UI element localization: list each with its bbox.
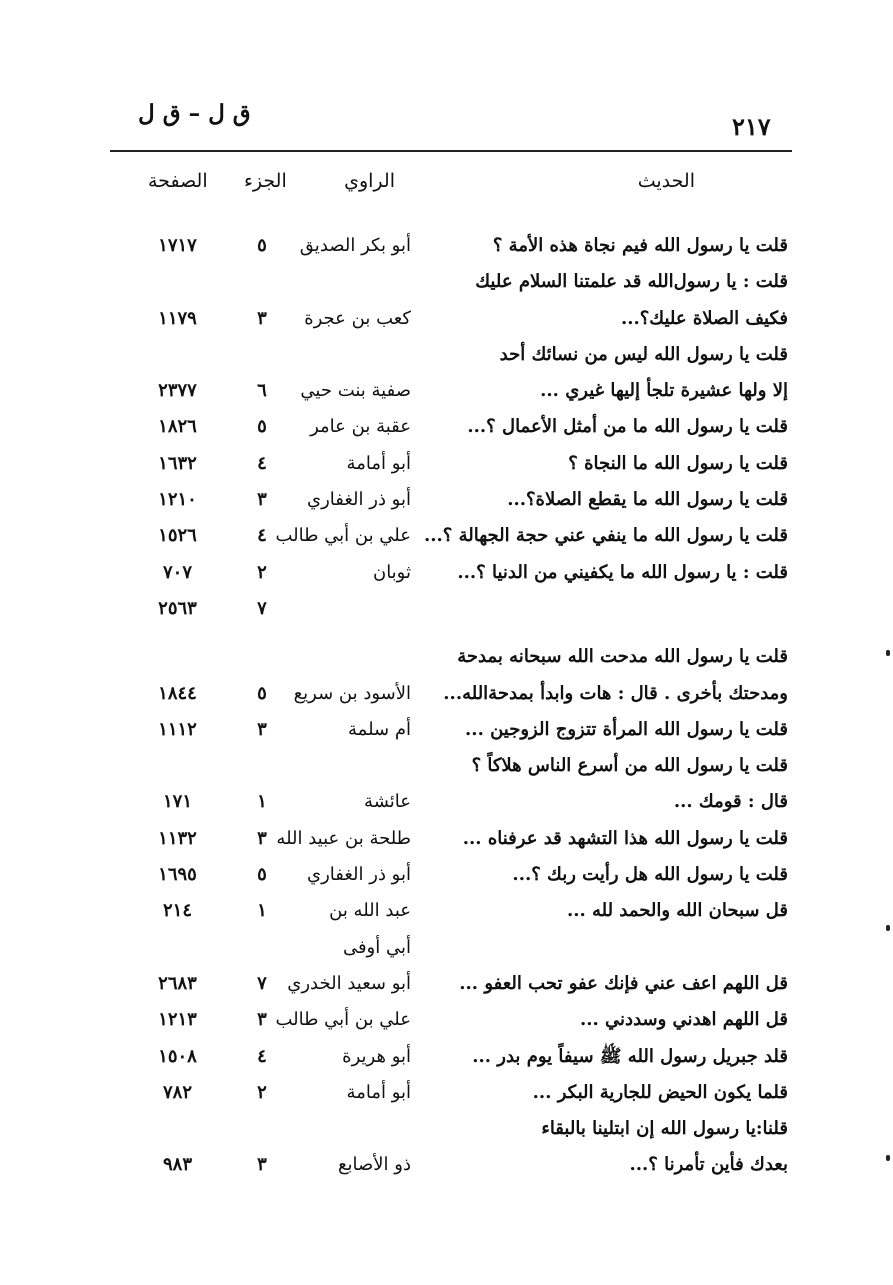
page-reference: ٢٥٦٣ xyxy=(158,597,197,619)
page-reference: ١٧١ xyxy=(162,791,192,813)
scan-edge-mark xyxy=(886,925,890,931)
table-row xyxy=(0,676,893,712)
table-row xyxy=(0,1039,893,1075)
page-reference: ١٥٢٦ xyxy=(158,525,197,547)
narrator-name: أبو بكر الصديق xyxy=(299,235,411,256)
hadith-text: بعدك فأين تأمرنا ؟... xyxy=(629,1154,788,1176)
narrator-name: أبو سعيد الخدري xyxy=(287,972,411,994)
narrator-name: أبو أمامة xyxy=(346,1081,411,1103)
page-reference: ١٨٢٦ xyxy=(158,416,197,438)
volume-number: ٣ xyxy=(257,1154,267,1176)
hadith-text: قلت يا رسول الله فيم نجاة هذه الأمة ؟ xyxy=(492,235,788,256)
table-row xyxy=(0,1111,893,1147)
volume-number: ٢ xyxy=(257,1081,267,1103)
table-row xyxy=(0,821,893,857)
table-row xyxy=(0,337,893,373)
table-row xyxy=(0,264,893,300)
volume-number: ٢ xyxy=(257,561,267,583)
page-reference: ٩٨٣ xyxy=(162,1154,192,1176)
volume-number: ٥ xyxy=(257,416,267,438)
table-row xyxy=(0,555,893,591)
table-row xyxy=(0,748,893,784)
hadith-text: قلت يا رسول الله هذا التشهد قد عرفناه ... xyxy=(462,827,788,849)
hadith-text: قلت يا رسول الله مدحت الله سبحانه بمدحة xyxy=(457,646,788,668)
table-row xyxy=(0,1147,893,1183)
hadith-text: قلت يا رسول الله ما النجاة ؟ xyxy=(568,452,788,474)
table-row xyxy=(0,446,893,482)
column-header-rawi: الراوي xyxy=(344,170,395,192)
volume-number: ٣ xyxy=(257,718,267,740)
narrator-name: عائشة xyxy=(364,791,411,813)
hadith-text: قلت يا رسول الله ما من أمثل الأعمال ؟... xyxy=(467,416,788,438)
narrator-name: أبي أوفى xyxy=(342,936,411,958)
column-header-page: الصفحة xyxy=(148,170,208,192)
page-reference: ١٢١٣ xyxy=(158,1009,197,1031)
table-row xyxy=(0,409,893,445)
volume-number: ٥ xyxy=(257,682,267,704)
volume-number: ٣ xyxy=(257,1009,267,1031)
volume-number: ٧ xyxy=(257,972,267,994)
hadith-text: قلت يا رسول الله ما ينفي عني حجة الجهالة ؟... xyxy=(424,525,788,547)
page-reference: ١٨٤٤ xyxy=(158,682,197,704)
volume-number: ٤ xyxy=(257,1045,267,1067)
hadith-text: قلد جبريل رسول الله ﷺ سيفاً يوم بدر ... xyxy=(472,1045,788,1067)
column-header-hadith: الحديث xyxy=(637,170,695,192)
hadith-text: قلت يا رسول الله ليس من نسائك أحد xyxy=(499,343,788,365)
hadith-text: قل اللهم اهدني وسددني ... xyxy=(579,1009,788,1031)
page-reference: ١٦٣٢ xyxy=(158,452,197,474)
table-row xyxy=(0,373,893,409)
narrator-name: أبو ذر الغفاري xyxy=(306,489,411,511)
hadith-text: قل اللهم اعف عني فإنك عفو تحب العفو ... xyxy=(459,972,788,994)
page-reference: ٧٠٧ xyxy=(162,561,192,583)
page-reference: ١١١٢ xyxy=(158,718,197,740)
hadith-text: قلت يا رسول الله من أسرع الناس هلاكاً ؟ xyxy=(471,755,788,777)
narrator-name: ثوبان xyxy=(372,561,411,583)
volume-number: ٣ xyxy=(257,489,267,511)
volume-number: ٤ xyxy=(257,452,267,474)
narrator-name: علي بن أبي طالب xyxy=(275,1009,411,1031)
hadith-text: قلنا:يا رسول الله إن ابتلينا بالبقاء xyxy=(541,1118,788,1140)
narrator-name: علي بن أبي طالب xyxy=(275,525,411,547)
hadith-text: قل سبحان الله والحمد لله ... xyxy=(566,900,788,922)
table-row xyxy=(0,518,893,554)
narrator-name: أم سلمة xyxy=(348,718,411,740)
page-reference: ١٢١٠ xyxy=(158,489,197,511)
narrator-name: أبو ذر الغفاري xyxy=(306,864,411,886)
page-reference: ١١٧٩ xyxy=(158,307,197,329)
running-header-root: ق ل – ق ل xyxy=(138,100,251,127)
volume-number: ٣ xyxy=(257,827,267,849)
narrator-name: كعب بن عجرة xyxy=(304,307,411,329)
table-row xyxy=(0,228,893,264)
table-row xyxy=(0,930,893,966)
volume-number: ٤ xyxy=(257,525,267,547)
table-row xyxy=(0,966,893,1002)
hadith-text: قلت يا رسول الله ما يقطع الصلاة؟... xyxy=(507,489,788,511)
volume-number: ٦ xyxy=(257,380,267,402)
narrator-name: الأسود بن سريع xyxy=(293,682,411,704)
hadith-text: قلت يا رسول الله المرأة تتزوج الزوجين ... xyxy=(465,718,788,740)
page-reference: ٧٨٢ xyxy=(162,1081,192,1103)
page-number: ٢١٧ xyxy=(732,112,771,141)
hadith-text: إلا ولها عشيرة تلجأ إليها غيري ... xyxy=(540,380,788,402)
table-row xyxy=(0,784,893,820)
narrator-name: أبو أمامة xyxy=(346,452,411,474)
volume-number: ٧ xyxy=(257,597,267,619)
hadith-text: قلت يا رسول الله هل رأيت ربك ؟... xyxy=(512,864,788,886)
page-reference: ١٦٩٥ xyxy=(158,864,197,886)
narrator-name: صفية بنت حيي xyxy=(300,380,411,402)
table-row xyxy=(0,1002,893,1038)
table-row xyxy=(0,627,893,639)
narrator-name: طلحة بن عبيد الله xyxy=(276,827,411,849)
page-reference: ٢١٤ xyxy=(162,900,192,922)
table-row xyxy=(0,1075,893,1111)
scan-edge-mark xyxy=(886,1155,890,1161)
hadith-text: قال : قومك ... xyxy=(673,791,788,813)
table-row xyxy=(0,857,893,893)
hadith-text: ومدحتك بأخرى . قال : هات وابدأ بمدحة‌الله... xyxy=(443,682,788,704)
hadith-text: قلت : يا رسول‌الله قد علمتنا السلام عليك xyxy=(475,271,788,293)
hadith-text: قلما يكون الحيض للجارية البكر ... xyxy=(532,1081,788,1103)
narrator-name: أبو هريرة xyxy=(342,1045,411,1067)
column-header-juz: الجزء xyxy=(244,170,287,192)
narrator-name: عبد الله بن xyxy=(329,900,411,922)
volume-number: ٣ xyxy=(257,307,267,329)
scan-edge-mark xyxy=(886,650,890,656)
volume-number: ١ xyxy=(257,900,267,922)
table-row xyxy=(0,639,893,675)
index-table xyxy=(0,228,893,1184)
table-row xyxy=(0,712,893,748)
page-reference: ٢٦٨٣ xyxy=(158,972,197,994)
narrator-name: عقبة بن عامر xyxy=(310,416,411,438)
page-reference: ١٥٠٨ xyxy=(158,1045,197,1067)
table-row xyxy=(0,301,893,337)
hadith-text: فكيف الصلاة عليك؟... xyxy=(620,307,788,329)
narrator-name: ذو الأصابع xyxy=(337,1154,411,1176)
table-row xyxy=(0,482,893,518)
volume-number: ٥ xyxy=(257,235,267,256)
volume-number: ٥ xyxy=(257,864,267,886)
header-rule xyxy=(110,150,792,152)
table-row xyxy=(0,591,893,627)
hadith-text: قلت : يا رسول الله ما يكفيني من الدنيا ؟... xyxy=(457,561,788,583)
volume-number: ١ xyxy=(257,791,267,813)
table-row xyxy=(0,893,893,929)
page-reference: ١١٣٢ xyxy=(158,827,197,849)
page-reference: ١٧١٧ xyxy=(158,235,197,256)
page-reference: ٢٣٧٧ xyxy=(158,380,197,402)
